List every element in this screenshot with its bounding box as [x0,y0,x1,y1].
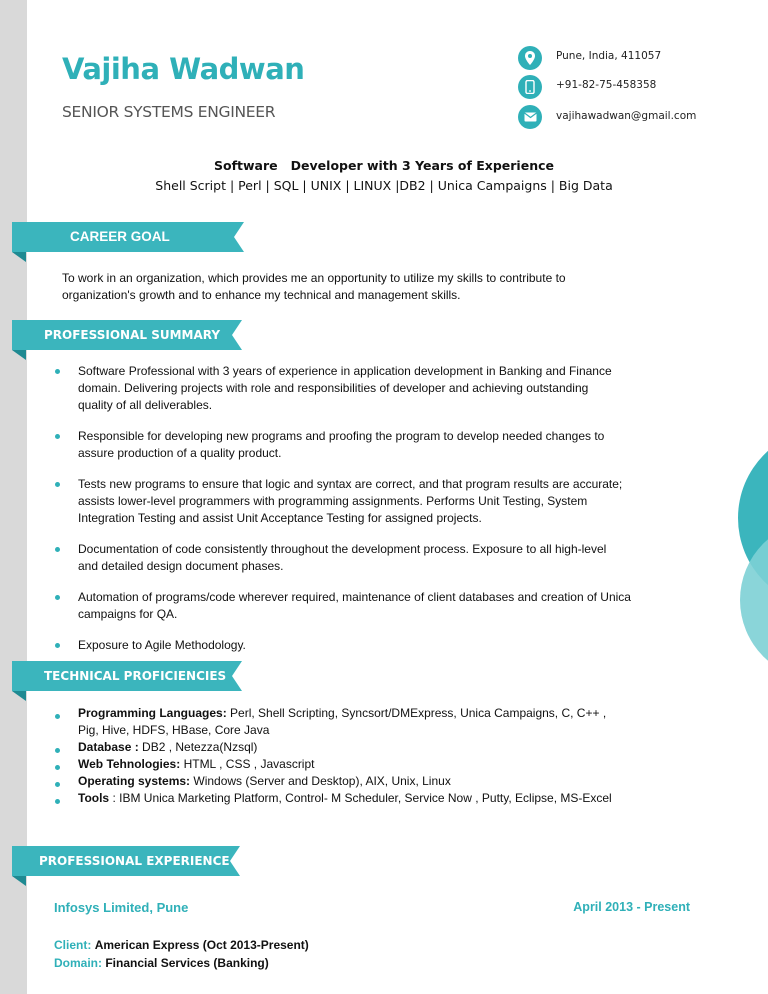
contact-email-text[interactable]: vajihawadwan@gmail.com [556,110,697,122]
email-icon [518,105,542,129]
contact-phone [518,75,657,99]
contact-location [518,46,662,70]
headline-skills: Shell Script | Perl | SQL | UNIX | LINUX |DB2 | Unica Campaigns | Big Data [155,178,613,193]
experience-client [54,938,309,952]
career-goal-heading: CAREER GOAL [70,229,170,244]
list-item: Operating systems: Windows (Server and Desktop), AIX, Unix, Linux [52,773,672,790]
list-item: Database : DB2 , Netezza(Nzsql) [52,739,672,756]
list-item: Exposure to Agile Methodology. [52,637,638,654]
list-item: Tools : IBM Unica Marketing Platform, Control- M Scheduler, Service Now , Putty, Eclipse, MS-Excel [52,790,672,807]
summary-heading: PROFESSIONAL SUMMARY [44,328,221,342]
left-decorative-strip [0,0,27,994]
experience-period: April 2013 - Present [573,900,690,914]
list-item: Automation of programs/code wherever required, maintenance of client databases and creation of Unica campaigns for QA. [52,589,638,623]
contact-email[interactable] [518,105,697,129]
candidate-role: SENIOR SYSTEMS ENGINEER [62,103,276,121]
domain-label: Domain: [54,956,102,970]
list-item: Tests new programs to ensure that logic and syntax are correct, and that program results are accurate; assists lower-level programmers with programming assignments. Performs Unit Testing, System Integration Testing and assist Unit Acceptance Testing for assigned projects. [52,476,638,527]
list-item: Pig, Hive, HDFS, HBase, Core Java [78,723,270,737]
headline-title: Software Developer with 3 Years of Experience [214,158,554,173]
list-item: Documentation of code consistently throughout the development process. Exposure to all high-level and detailed design document phases. [52,541,618,575]
client-value: American Express (Oct 2013-Present) [94,938,309,952]
list-item: Programming Languages: Perl, Shell Scripting, Syncsort/DMExpress, Unica Campaigns, C, C++ , [52,705,672,722]
list-item: Software Professional with 3 years of experience in application development in Banking and Finance domain. Delivering projects with role and responsibilities of developer and achieving outstanding quality of all deliverables. [52,363,618,414]
contact-phone-text: +91-82-75-458358 [556,79,657,91]
technical-list [52,705,672,807]
phone-icon [518,75,542,99]
contact-location-text: Pune, India, 411057 [556,50,662,62]
location-pin-icon [518,46,542,70]
list-item: Web Tehnologies: HTML , CSS , Javascript [52,756,672,773]
list-item: Responsible for developing new programs and proofing the program to develop needed changes to assure production of a quality product. [52,428,623,462]
career-goal-line-2: organization's growth and to enhance my technical and management skills. [62,288,461,302]
technical-heading: TECHNICAL PROFICIENCIES [44,669,227,683]
summary-list [52,363,642,654]
domain-value: Financial Services (Banking) [105,956,269,970]
career-goal-text [62,270,622,304]
candidate-name: Vajiha Wadwan [62,52,305,86]
experience-heading: PROFESSIONAL EXPERIENCE [39,854,230,868]
experience-domain [54,956,269,970]
client-label: Client: [54,938,92,952]
experience-company: Infosys Limited, Pune [54,900,189,915]
career-goal-line-1: To work in an organization, which provides me an opportunity to utilize my skills to contribute to [62,271,566,285]
